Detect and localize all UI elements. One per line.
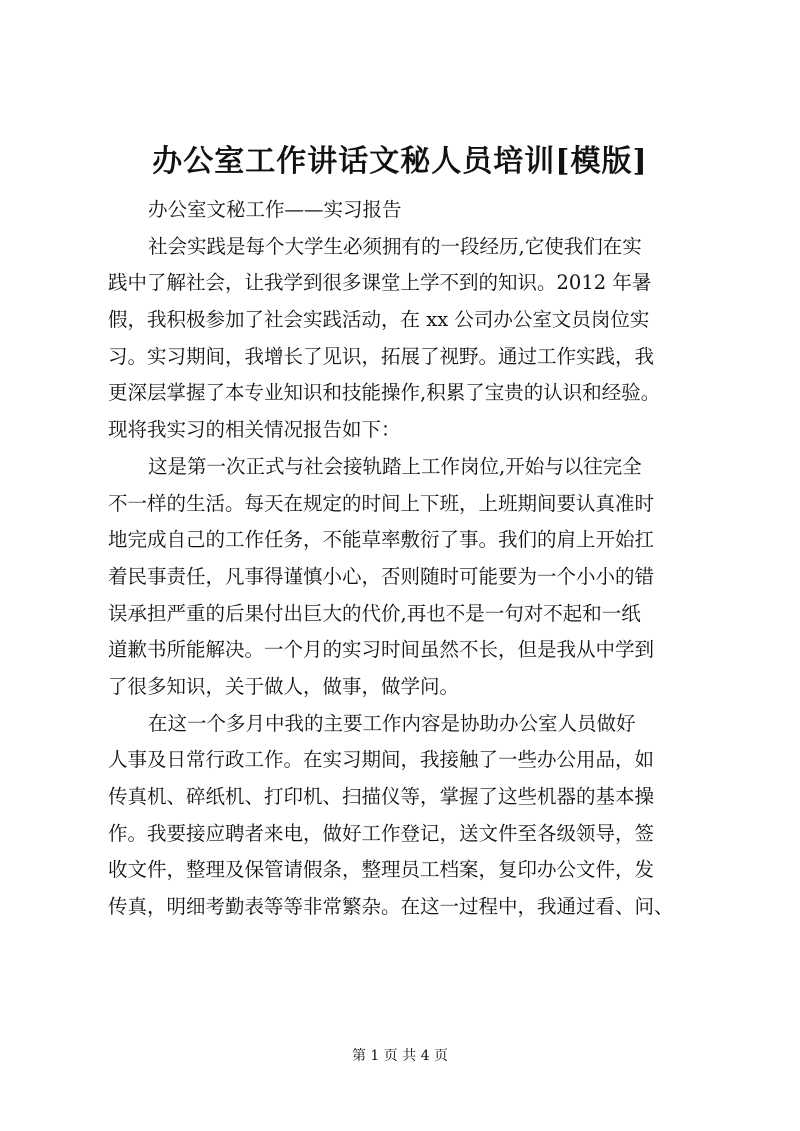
subtitle-line: 办公室文秘工作——实习报告 (148, 198, 402, 221)
paragraph-line: 践中了解社会，让我学到很多课堂上学不到的知识。2012 年暑 (108, 271, 652, 295)
paragraph-line: 着民事责任，凡事得谨慎小心，否则随时可能要为一个小小的错 (108, 564, 655, 588)
page-footer: 第 1 页 共 4 页 (351, 1048, 449, 1064)
paragraph-line: 传真，明细考勤表等等非常繁杂。在这一过程中，我通过看、问、 (108, 895, 674, 919)
paragraph-line: 这是第一次正式与社会接轨踏上工作岗位,开始与以往完全 (148, 454, 642, 478)
paragraph-line: 假，我积极参加了社会实践活动，在 xx 公司办公室文员岗位实 (108, 308, 650, 332)
paragraph-line: 收文件，整理及保管请假条，整理员工档案，复印办公文件，发 (108, 858, 655, 882)
paragraph-line: 不一样的生活。每天在规定的时间上下班，上班期间要认真准时 (108, 491, 655, 515)
paragraph-line: 习。实习期间，我增长了见识，拓展了视野。通过工作实践，我 (108, 344, 655, 368)
paragraph-line: 地完成自己的工作任务，不能草率敷衍了事。我们的肩上开始扛 (108, 528, 655, 552)
paragraph-line: 在这一个多月中我的主要工作内容是协助办公室人员做好 (148, 711, 636, 735)
document-body (108, 192, 708, 926)
paragraph-line: 道歉书所能解决。一个月的实习时间虽然不长，但是我从中学到 (108, 638, 655, 662)
paragraph-line: 现将我实习的相关情况报告如下： (108, 418, 401, 442)
paragraph-line: 人事及日常行政工作。在实习期间，我接触了一些办公用品，如 (108, 748, 655, 772)
paragraph-line: 误承担严重的后果付出巨大的代价,再也不是一句对不起和一纸 (108, 601, 641, 625)
paragraph-line: 了很多知识，关于做人，做事，做学问。 (108, 674, 460, 698)
paragraph-line: 社会实践是每个大学生必须拥有的一段经历,它使我们在实 (148, 234, 642, 258)
paragraph-line: 传真机、碎纸机、打印机、扫描仪等，掌握了这些机器的基本操 (108, 785, 655, 808)
paragraph-line: 作。我要接应聘者来电，做好工作登记，送文件至各级领导，签 (108, 821, 655, 845)
paragraph-line: 更深层掌握了本专业知识和技能操作,积累了宝贵的认识和经验。 (108, 381, 661, 405)
document-title: 办公室工作讲话文秘人员培训[模版] (152, 144, 648, 179)
